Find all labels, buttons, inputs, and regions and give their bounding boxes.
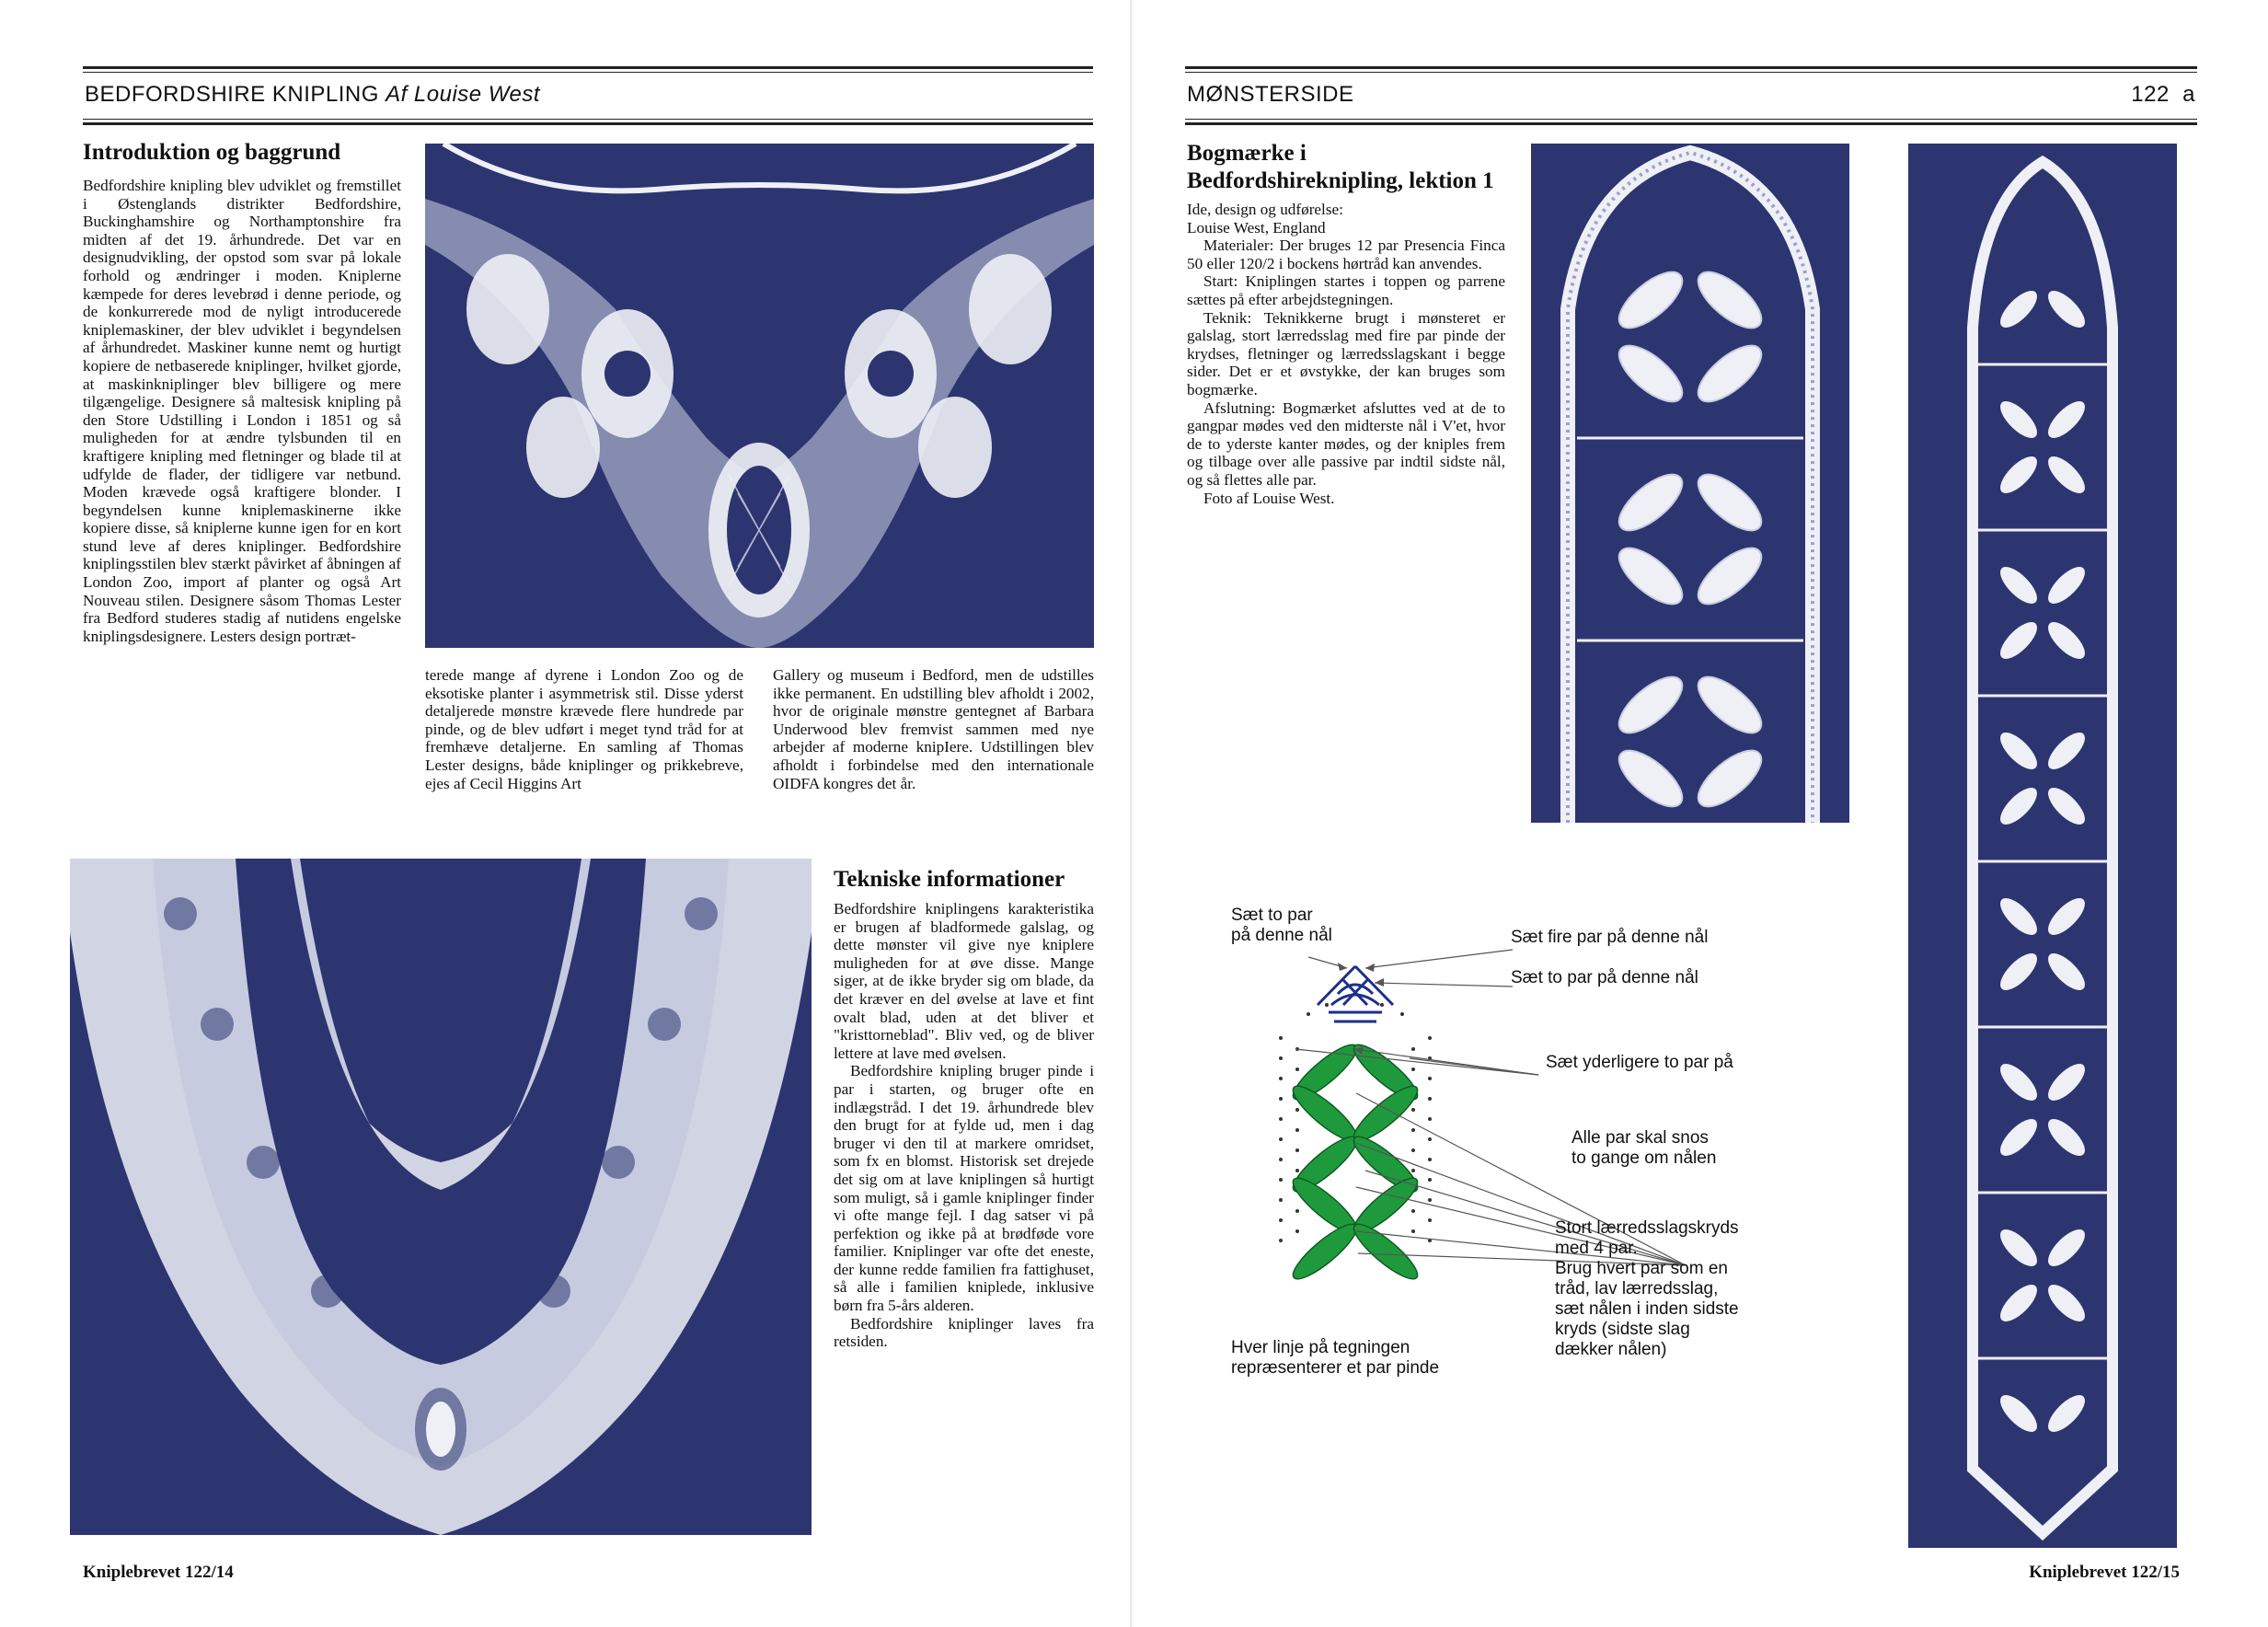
diagram-label-cross-line-7: dækker nålen)	[1555, 1340, 1667, 1359]
credit-label: Ide, design og udførelse:	[1187, 201, 1343, 218]
diagram-label-more-pairs: Sæt yderligere to par på	[1546, 1053, 1733, 1072]
page-number	[2131, 82, 2195, 108]
diagram-label-twist-line-2: to gange om nålen	[1571, 1148, 1717, 1168]
header-rule	[1185, 119, 2197, 120]
diagram-label-cross-line-1: Stort lærredsslagskryds	[1555, 1218, 1739, 1238]
left-header-title	[85, 82, 540, 108]
header-rule	[1185, 66, 2197, 69]
header-title: BEDFORDSHIRE KNIPLING	[85, 82, 379, 107]
tech-heading: Tekniske informationer	[834, 867, 1065, 892]
technique-text: Teknik: Teknikkerne brugt i mønsteret er galslag, stort lærredsslag med fire par pinde der krydses, fletninger og lærredsslagskant i begge sider. Det er et øvstykke, der kan bruges som bogmærke.	[1187, 308, 1505, 398]
diagram-label-four-pairs: Sæt fire par på denne nål	[1511, 928, 1709, 947]
photo-credit: Foto af Louise West.	[1203, 489, 1335, 507]
diagram-label-cross-line-4: tråd, lav lærredsslag,	[1555, 1279, 1719, 1298]
working-diagram	[1134, 883, 1908, 1399]
tech-text-3: Bedfordshire kniplinger laves fra retsiden.	[834, 1314, 1094, 1351]
lace-collar-photo-top	[425, 144, 1094, 648]
bookmark-full-illustration	[1908, 144, 2177, 1548]
tech-text-2: Bedfordshire knipling bruger pinde i par i starten, og bruger ofte en indlægstråd. I det 19. århundrede blev den brugt for at fylde ud, men i dag bruger vi den til at markere omridset, som fx en blomst. Historisk set drejede det sig om at lave kniplingen så hurtigt som muligt, så i gamle kniplinger finder vi ofte mange fejl. I dag satser vi på perfektion og ikke på at brødføde vore familier. Kniplinger var ofte det eneste, der kunne redde familien fra fattighuset, så alle i familien kniplede, inklusive børn fra 5-års alderen.	[834, 1062, 1094, 1315]
diagram-label-cross-line-5: sæt nålen i inden sidste	[1555, 1299, 1739, 1319]
header-rule	[1185, 122, 2197, 125]
credit-name: Louise West, England	[1187, 218, 1326, 237]
intro-column-2	[425, 666, 743, 792]
materials-text: Materialer: Der bruges 12 par Presencia Finca 50 eller 120/2 i bockens hørtråd kan anvendes.	[1187, 237, 1505, 272]
finish-text: Afslutning: Bogmærket afsluttes ved at de to gangpar mødes ved den midterste nål i V'et, hvor de to yderste kanter mødes, og der kniples frem og tilbage over alle passive par indtil sidste nål, og så flettes alle par.	[1187, 398, 1505, 489]
pattern-column	[1187, 201, 1505, 507]
right-header-title: MØNSTERSIDE	[1187, 82, 1354, 107]
diagram-label-cross-line-3: Brug hvert par som en	[1555, 1259, 1728, 1278]
right-header	[1185, 66, 2197, 125]
diagram-label-lines-line-1: Hver linje på tegningen	[1231, 1338, 1410, 1357]
bookmark-closeup-photo	[1531, 144, 1849, 823]
diagram-label-twist-line-1: Alle par skal snos	[1571, 1128, 1709, 1148]
start-text: Start: Kniplingen startes i toppen og parrene sættes på efter arbejdstegningen.	[1187, 272, 1505, 308]
lace-collar-photo-bottom	[70, 859, 812, 1535]
intro-text-2: terede mange af dyrene i London Zoo og de eksotiske planter i asymmetrisk stil. Disse yderst detaljerede mønstre krævede flere hundrede par pinde, og de blev udført i meget tynd tråd for at fremhæve detaljerne. En samling af Thomas Lester designs, både kniplinger og prikkebreve, ejes af Cecil Higgins Art	[425, 666, 743, 792]
header-rule	[1185, 72, 2197, 73]
diagram-label-two-pairs-line-1: Sæt to par	[1231, 906, 1313, 925]
page-number-value: 122	[2131, 82, 2170, 107]
page-number-suffix: a	[2182, 82, 2195, 107]
intro-column-3	[773, 666, 1094, 792]
diagram-label-twist	[1571, 1128, 1716, 1169]
diagram-label-two-pairs-line-2: på denne nål	[1231, 926, 1332, 945]
header-rule	[83, 72, 1093, 73]
bookmark-closeup-illustration	[1531, 144, 1849, 823]
left-header	[83, 66, 1093, 125]
diagram-label-cross-line-2: med 4 par.	[1555, 1239, 1638, 1258]
diagram-label-lines-line-2: repræsenterer et par pinde	[1231, 1358, 1440, 1378]
right-footer: Kniplebrevet 122/15	[2029, 1563, 2180, 1582]
pricking-diagram	[1134, 883, 1908, 1399]
header-rule	[83, 122, 1093, 125]
tech-column	[834, 900, 1094, 1351]
lace-collar-illustration	[425, 144, 1094, 648]
intro-text-1: Bedfordshire knipling blev udviklet og fremstillet i Østenglands distrikter Bedfordshire, Buckinghamshire og Northamptonshire fra midten af det 19. århundrede. Det var en designudvikling, der opstod som svar på lokale forhold og ændringer i moden. Kniplerne kæmpede for deres levebrød i denne periode, og de konkurrerede mod de nyligt introducerede kniplemaskiner, der blev udviklet i begyndelsen af århundredet. Maskiner kunne nemt og hurtigt kopiere de netbaserede kniplinger, hvilket gjorde, at maskinkniplinger blev billigere og mere tilgængelige. Designere så maltesisk knipling på den Store Udstilling i London i 1851 og så muligheden for at ændre tylsbunden til en kraftigere knipling med fletninger og blade til at udfylde de flader, der tidligere var netbund. Moden krævede også kraftigere blonder. I begyndelsen kunne kniplemaskinerne ikke kopiere disse, så kniplerne kunne igen for en kort stund leve af deres kniplinger. Bedfordshire kniplingsstilen blev stærkt påvirket af åbningen af London Zoo, import af planter og også Art Nouveau stilen. Designere såsom Thomas Lester fra Bedford studeres stadig af nutidens engelske kniplingsdesignere. Lesters design portræt-	[83, 177, 401, 645]
intro-heading: Introduktion og baggrund	[83, 140, 341, 165]
right-page	[1134, 0, 2268, 1627]
bookmark-full-photo	[1908, 144, 2177, 1548]
intro-text-3: Gallery og museum i Bedford, men de udstilles ikke permanent. En udstilling blev afholdt i 2002, hvor de originale mønstre gentegnet af Barbara Underwood blev fremvist sammen med nye arbejder af moderne knipIere. Udstillingen blev afholdt i forbindelse med den internationale OIDFA kongres det år.	[773, 666, 1094, 792]
header-byline: Af Louise West	[386, 82, 541, 107]
left-footer: Kniplebrevet 122/14	[83, 1563, 234, 1582]
intro-column-1	[83, 177, 401, 645]
pattern-heading-line-1: Bogmærke i	[1187, 141, 1307, 166]
tech-text-1: Bedfordshire kniplingens karakteristika er brugen af bladformede galslag, og dette mønster vil give nye kniplere muligheden for at øve disse. Mange siger, at de ikke bryder sig om blade, da det kræver en del øvelse at lave et fint ovalt blad, uden at det bliver et "kristtornеblad". Bliv ved, og de bliver lettere at lave med øvelsen.	[834, 900, 1094, 1062]
diagram-label-lines	[1231, 1338, 1439, 1379]
pattern-heading	[1187, 140, 1494, 195]
header-rule	[83, 119, 1093, 120]
diagram-label-cross-line-6: kryds (sidste slag	[1555, 1320, 1690, 1339]
diagram-label-cross	[1555, 1218, 1739, 1360]
diagram-label-two-pairs	[1231, 906, 1332, 946]
pattern-heading-line-2: Bedfordshireknipling, lektion 1	[1187, 168, 1494, 193]
lace-collar-illustration	[70, 859, 812, 1535]
diagram-label-two-pairs-here: Sæt to par på denne nål	[1511, 968, 1698, 987]
header-rule	[83, 66, 1093, 69]
